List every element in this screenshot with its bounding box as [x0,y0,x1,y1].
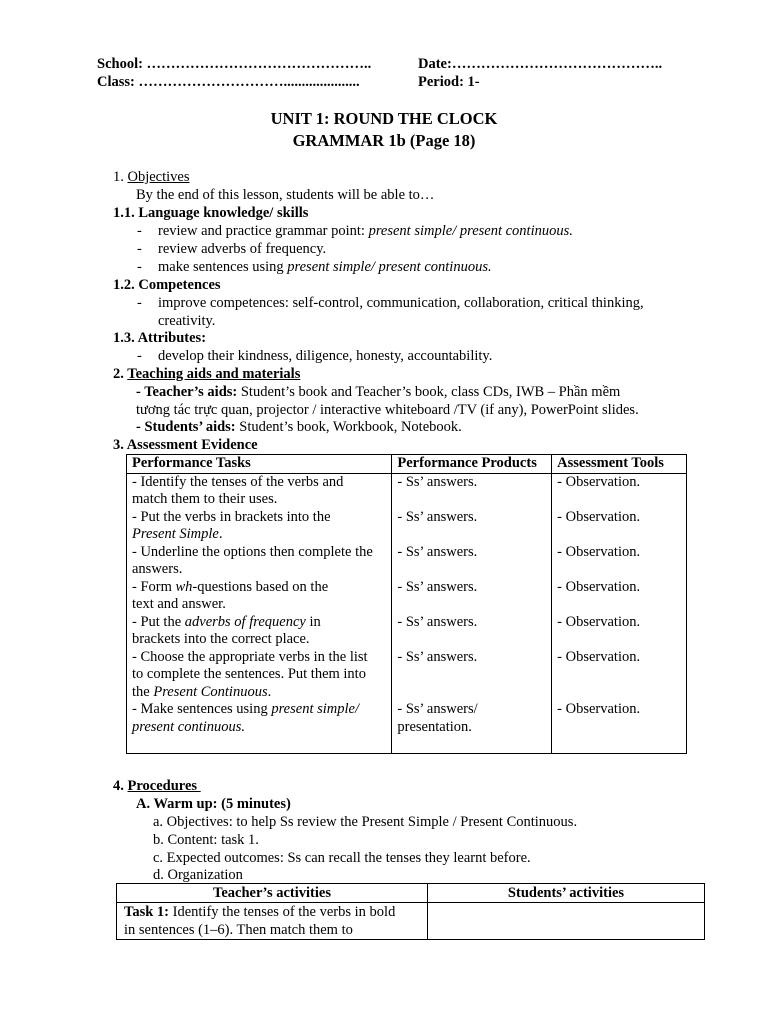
table-row [127,509,687,544]
aids-heading: 2. Teaching aids and materials [113,366,301,382]
column-header: Teacher’s activities [117,884,428,903]
bullet-dash: - [137,295,142,311]
table-row [127,649,687,702]
assessment-table [126,454,687,754]
section-1-2-heading: 1.2. Competences [113,277,221,293]
teacher-aids: - Teacher’s aids: Student’s book and Teacher’s book, class CDs, IWB – Phần mềm [136,384,621,400]
bullet-dash: - [137,241,142,257]
tool-cell: - Observation. [552,473,687,509]
tool-cell: - Observation. [552,701,687,754]
table-header-row [127,455,687,474]
school-field: School: ……………………………………….. [97,56,372,72]
product-cell: - Ss’ answers. [392,473,552,509]
table-row [127,701,687,754]
tool-cell: - Observation. [552,614,687,649]
bullet-dash: - [137,223,142,239]
warmup-heading: A. Warm up: (5 minutes) [136,796,291,812]
product-cell: - Ss’ answers. [392,544,552,579]
warmup-outcomes: c. Expected outcomes: Ss can recall the tenses they learnt before. [153,850,531,866]
task-cell: - Choose the appropriate verbs in the list to complete the sentences. Put them into the Present Continuous. [127,649,392,702]
column-header: Performance Tasks [127,455,392,474]
column-header: Performance Products [392,455,552,474]
tool-cell: - Observation. [552,649,687,702]
competence-item-cont: creativity. [158,313,216,329]
tool-cell: - Observation. [552,544,687,579]
task-cell: - Put the verbs in brackets into the Present Simple. [127,509,392,544]
attribute-item: develop their kindness, diligence, honesty, accountability. [158,348,493,364]
activities-table [116,883,705,940]
task-cell: - Underline the options then complete the answers. [127,544,392,579]
section-1-3-heading: 1.3. Attributes: [113,330,207,346]
warmup-objectives: a. Objectives: to help Ss review the Present Simple / Present Continuous. [153,814,578,830]
objectives-heading: 1. Objectives [113,169,190,185]
section-1-1-heading: 1.1. Language knowledge/ skills [113,205,309,221]
bullet-dash: - [137,259,142,275]
teacher-activity-cell: Task 1: Identify the tenses of the verbs in bold in sentences (1–6). Then match them to [117,903,428,940]
product-cell: - Ss’ answers. [392,579,552,614]
lesson-title: GRAMMAR 1b (Page 18) [292,131,476,150]
table-row [127,473,687,509]
unit-title: UNIT 1: ROUND THE CLOCK [270,109,498,128]
product-cell: - Ss’ answers. [392,509,552,544]
objective-item: review adverbs of frequency. [158,241,327,257]
task-cell: - Make sentences using present simple/ present continuous. [127,701,392,754]
bullet-dash: - [137,348,142,364]
objectives-intro: By the end of this lesson, students will be able to… [136,187,435,203]
objective-item: make sentences using present simple/ present continuous. [158,259,492,275]
table-row [127,579,687,614]
column-header: Assessment Tools [552,455,687,474]
competence-item: improve competences: self-control, communication, collaboration, critical thinking, [158,295,644,311]
table-header-row [117,884,705,903]
teacher-aids-cont: tương tác trực quan, projector / interactive whiteboard /TV (if any), PowerPoint slides. [136,402,639,418]
task-cell: - Identify the tenses of the verbs and match them to their uses. [127,473,392,509]
period-field: Period: 1- [418,74,480,90]
product-cell: - Ss’ answers. [392,614,552,649]
student-activity-cell [428,903,705,940]
tool-cell: - Observation. [552,579,687,614]
warmup-organization: d. Organization [153,867,243,883]
assessment-heading: 3. Assessment Evidence [113,437,258,453]
table-row [127,544,687,579]
product-cell: - Ss’ answers. [392,649,552,702]
task-cell: - Put the adverbs of frequency in brackets into the correct place. [127,614,392,649]
table-row [127,614,687,649]
task-cell: - Form wh-questions based on the text and answer. [127,579,392,614]
tool-cell: - Observation. [552,509,687,544]
product-cell: - Ss’ answers/ presentation. [392,701,552,754]
objective-item: review and practice grammar point: present simple/ present continuous. [158,223,573,239]
warmup-content: b. Content: task 1. [153,832,259,848]
table-row [117,903,705,940]
procedures-heading: 4. Procedures [113,778,198,794]
students-aids: - Students’ aids: Student’s book, Workbook, Notebook. [136,419,462,435]
column-header: Students’ activities [428,884,705,903]
date-field: Date:…………………………………….. [418,56,663,72]
class-field: Class: …………………………..................... [97,74,360,90]
